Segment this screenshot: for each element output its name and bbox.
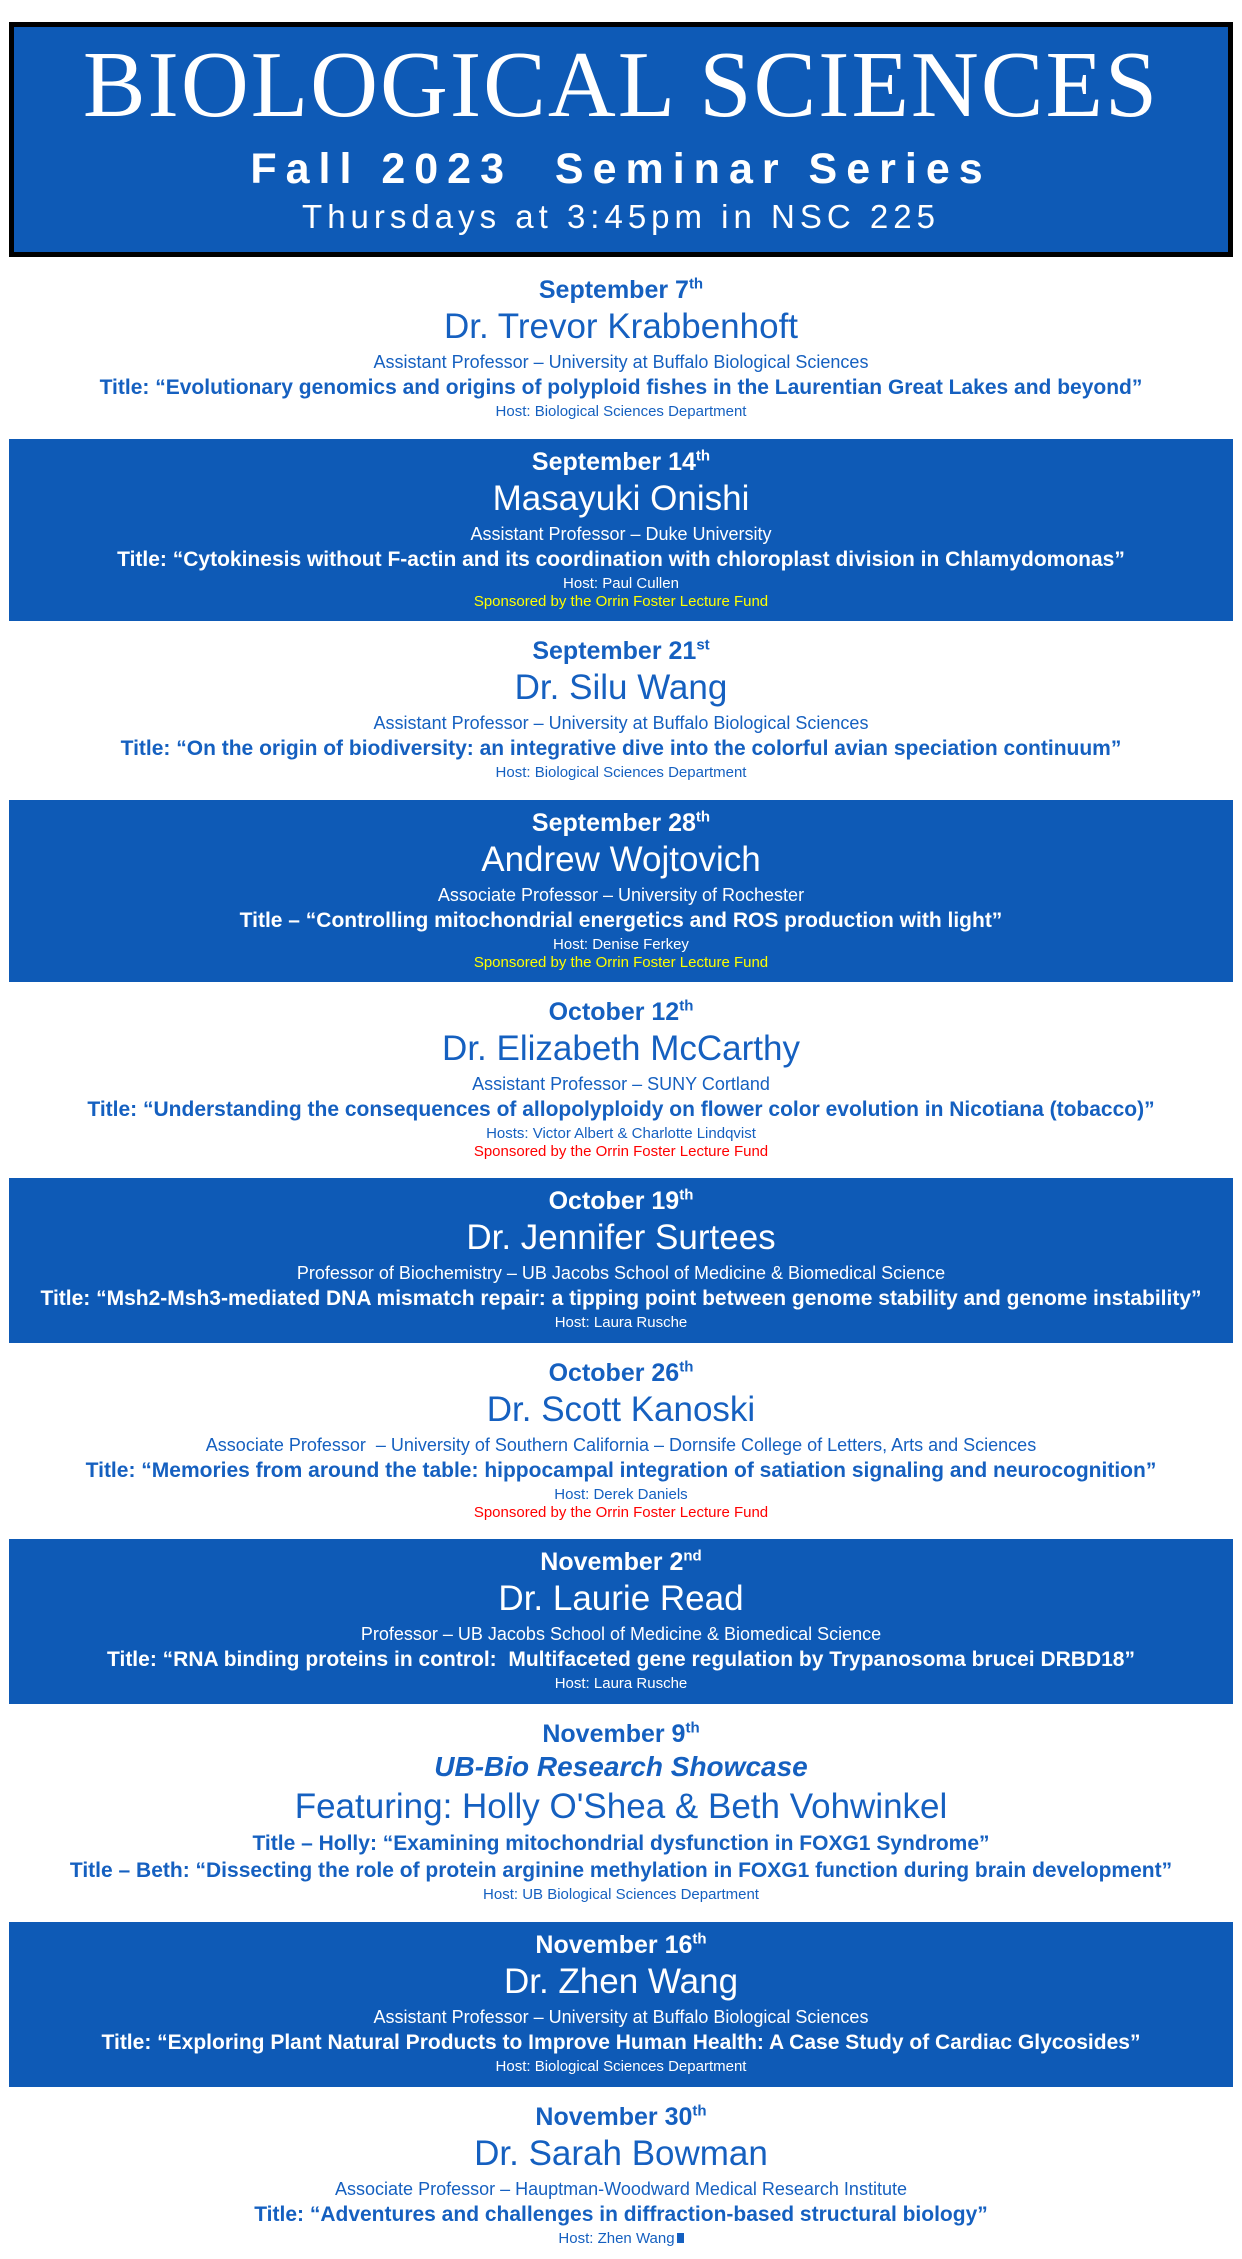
speaker-name bbox=[10, 2134, 1232, 2174]
host-line-text: Host: Biological Sciences Department bbox=[495, 402, 747, 420]
host-line-text: Host: Laura Rusche bbox=[554, 1674, 688, 1692]
speaker-affiliation-text: Assistant Professor – Duke University bbox=[470, 524, 772, 545]
speaker-affiliation-text: Professor – UB Jacobs School of Medicine & Biomedical Science bbox=[360, 1624, 882, 1645]
speaker-affiliation bbox=[19, 524, 1223, 545]
speaker-name-text: Dr. Elizabeth McCarthy bbox=[442, 1029, 800, 1069]
sponsored-line-text: Sponsored by the Orrin Foster Lecture Fund bbox=[473, 1142, 769, 1160]
seminar-section bbox=[0, 628, 1242, 793]
talk-title-text: Title: “Evolutionary genomics and origins of polyploid fishes in the Laurentian Great Lakes and beyond” bbox=[99, 375, 1143, 399]
speaker-name-text: Dr. Laurie Read bbox=[498, 1579, 744, 1619]
speaker-name-text: Dr. Silu Wang bbox=[514, 668, 728, 708]
talk-title bbox=[19, 1648, 1223, 1672]
speaker-name bbox=[19, 1218, 1223, 1258]
speaker-name-text: Dr. Sarah Bowman bbox=[474, 2134, 768, 2174]
talk-title-text: Title – “Controlling mitochondrial energetics and ROS production with light” bbox=[239, 908, 1003, 932]
speaker-name bbox=[10, 1390, 1232, 1430]
host-line bbox=[10, 1486, 1232, 1503]
talk-title bbox=[19, 909, 1223, 933]
host-line bbox=[10, 1886, 1232, 1903]
host-line-text: Host: Zhen Wang bbox=[558, 2229, 675, 2247]
seminar-section bbox=[9, 1922, 1233, 2087]
seminar-date-text: September 14 bbox=[531, 447, 696, 476]
seminar-date-ordinal: th bbox=[692, 2102, 707, 2120]
seminar-date-ordinal: th bbox=[685, 1719, 700, 1737]
talk-title bbox=[10, 1459, 1232, 1483]
seminar-section bbox=[0, 267, 1242, 432]
text-cursor-artifact bbox=[677, 2233, 684, 2243]
seminar-date bbox=[10, 276, 1232, 305]
seminar-date-text: November 30 bbox=[535, 2102, 693, 2131]
seminar-date-ordinal: st bbox=[696, 636, 710, 654]
seminar-date bbox=[19, 448, 1223, 477]
speaker-name-text: Dr. Zhen Wang bbox=[503, 1962, 739, 2002]
seminar-date-ordinal: th bbox=[695, 447, 711, 465]
series-subtitle: Fall 2023 Seminar Series bbox=[250, 144, 992, 193]
talk-title-text: Title: “Adventures and challenges in diffraction-based structural biology” bbox=[254, 2202, 988, 2226]
host-line-text: Host: Denise Ferkey bbox=[553, 935, 689, 953]
poster-header bbox=[9, 22, 1233, 257]
host-line bbox=[19, 575, 1223, 592]
talk-title-text: Title: “Understanding the consequences of allopolyploidy on flower color evolution in Nicotiana (tobacco)” bbox=[87, 1097, 1155, 1121]
seminar-section bbox=[9, 1539, 1233, 1704]
host-line bbox=[10, 764, 1232, 781]
department-title: BIOLOGICAL SCIENCES bbox=[82, 33, 1160, 137]
speaker-affiliation-text: Associate Professor – Hauptman-Woodward Medical Research Institute bbox=[335, 2179, 907, 2200]
host-line-text: Host: Biological Sciences Department bbox=[495, 2057, 747, 2075]
seminar-date-text: October 26 bbox=[548, 1358, 680, 1387]
seminar-date bbox=[19, 809, 1223, 838]
seminar-date bbox=[10, 637, 1232, 666]
seminar-date-text: October 12 bbox=[548, 997, 680, 1026]
talk-title bbox=[10, 1859, 1232, 1883]
speaker-affiliation-text: Assistant Professor – University at Buffalo Biological Sciences bbox=[373, 2007, 869, 2028]
speaker-affiliation-text: Assistant Professor – University at Buffalo Biological Sciences bbox=[373, 713, 869, 734]
speaker-name-text: Dr. Jennifer Surtees bbox=[466, 1218, 776, 1258]
seminar-date-ordinal: th bbox=[695, 808, 711, 826]
speaker-affiliation bbox=[19, 1624, 1223, 1645]
speaker-name bbox=[19, 1579, 1223, 1619]
speaker-name bbox=[19, 479, 1223, 519]
speaker-name-text: Dr. Trevor Krabbenhoft bbox=[443, 307, 799, 347]
seminar-date bbox=[19, 1931, 1223, 1960]
talk-title-text: Title – Holly: “Examining mitochondrial dysfunction in FOXG1 Syndrome” bbox=[252, 1831, 990, 1855]
talk-title bbox=[10, 1832, 1232, 1856]
seminar-date-text: November 2 bbox=[540, 1547, 684, 1576]
seminar-list bbox=[0, 267, 1242, 2259]
seminar-date-text: November 9 bbox=[542, 1719, 686, 1748]
speaker-affiliation-text: Assistant Professor – University at Buffalo Biological Sciences bbox=[373, 352, 869, 373]
talk-title bbox=[19, 1287, 1223, 1311]
sponsored-line-text: Sponsored by the Orrin Foster Lecture Fund bbox=[473, 1503, 769, 1521]
talk-title-text: Title: “Cytokinesis without F-actin and its coordination with chloroplast division in Chlamydomonas” bbox=[117, 547, 1125, 571]
seminar-poster bbox=[0, 22, 1242, 2259]
host-line bbox=[19, 2058, 1223, 2075]
talk-title bbox=[19, 2031, 1223, 2055]
speaker-affiliation-text: Associate Professor – University of Rochester bbox=[437, 885, 805, 906]
seminar-date-ordinal: th bbox=[688, 275, 704, 293]
seminar-date-text: September 21 bbox=[532, 636, 697, 665]
seminar-date-ordinal: th bbox=[679, 997, 694, 1015]
sponsored-line bbox=[19, 593, 1223, 610]
host-line-text: Host: Derek Daniels bbox=[554, 1485, 688, 1503]
seminar-section bbox=[0, 989, 1242, 1171]
seminar-date-ordinal: nd bbox=[683, 1547, 702, 1565]
host-line-text: Host: Laura Rusche bbox=[554, 1313, 688, 1331]
host-line-text: Host: Biological Sciences Department bbox=[495, 763, 747, 781]
speaker-name bbox=[10, 1787, 1232, 1827]
seminar-date-ordinal: th bbox=[679, 1358, 694, 1376]
seminar-date-ordinal: th bbox=[692, 1930, 707, 1948]
host-line bbox=[10, 2230, 1232, 2247]
host-line bbox=[19, 1314, 1223, 1331]
talk-title bbox=[10, 2203, 1232, 2227]
host-line-text: Host: Paul Cullen bbox=[563, 574, 679, 592]
host-line-text: Host: UB Biological Sciences Department bbox=[483, 1885, 759, 1903]
seminar-section bbox=[9, 1178, 1233, 1343]
speaker-name bbox=[19, 840, 1223, 880]
sponsored-line bbox=[19, 954, 1223, 971]
sponsored-line bbox=[10, 1143, 1232, 1160]
speaker-name bbox=[10, 307, 1232, 347]
talk-title-text: Title: “RNA binding proteins in control: Multifaceted gene regulation by Trypanosoma brucei DRBD18” bbox=[107, 1647, 1135, 1671]
sponsored-line bbox=[10, 1504, 1232, 1521]
seminar-section bbox=[0, 1711, 1242, 1915]
talk-title-text: Title: “Exploring Plant Natural Products to Improve Human Health: A Case Study of Cardiac Glycosides” bbox=[101, 2030, 1141, 2054]
sponsored-line-text: Sponsored by the Orrin Foster Lecture Fund bbox=[473, 953, 769, 971]
seminar-section bbox=[0, 2094, 1242, 2259]
seminar-date-text: September 28 bbox=[531, 808, 696, 837]
showcase-title-text: UB-Bio Research Showcase bbox=[434, 1751, 808, 1783]
speaker-name bbox=[19, 1962, 1223, 2002]
speaker-affiliation bbox=[10, 713, 1232, 734]
speaker-affiliation bbox=[10, 352, 1232, 373]
speaker-affiliation-text: Assistant Professor – SUNY Cortland bbox=[472, 1074, 770, 1095]
speaker-name bbox=[10, 668, 1232, 708]
talk-title bbox=[10, 737, 1232, 761]
seminar-section bbox=[9, 800, 1233, 982]
seminar-section bbox=[9, 439, 1233, 621]
speaker-affiliation-text: Professor of Biochemistry – UB Jacobs School of Medicine & Biomedical Science bbox=[296, 1263, 946, 1284]
talk-title-text: Title: “On the origin of biodiversity: an integrative dive into the colorful avian speciation continuum” bbox=[120, 736, 1122, 760]
seminar-date bbox=[19, 1187, 1223, 1216]
host-line bbox=[10, 1125, 1232, 1142]
speaker-affiliation bbox=[10, 1435, 1232, 1456]
seminar-date bbox=[10, 1720, 1232, 1749]
speaker-name bbox=[10, 1029, 1232, 1069]
speaker-name-text: Dr. Scott Kanoski bbox=[486, 1390, 756, 1430]
seminar-date-text: November 16 bbox=[535, 1930, 693, 1959]
seminar-date bbox=[10, 998, 1232, 1027]
seminar-section bbox=[0, 1350, 1242, 1532]
host-line bbox=[19, 936, 1223, 953]
schedule-line: Thursdays at 3:45pm in NSC 225 bbox=[302, 197, 940, 235]
showcase-title bbox=[10, 1751, 1232, 1783]
speaker-affiliation bbox=[10, 2179, 1232, 2200]
talk-title bbox=[10, 1098, 1232, 1122]
seminar-date bbox=[10, 1359, 1232, 1388]
host-line bbox=[19, 1675, 1223, 1692]
seminar-date-text: October 19 bbox=[548, 1186, 680, 1215]
seminar-date bbox=[19, 1548, 1223, 1577]
sponsored-line-text: Sponsored by the Orrin Foster Lecture Fund bbox=[473, 592, 769, 610]
host-line bbox=[10, 403, 1232, 420]
seminar-date-ordinal: th bbox=[679, 1186, 694, 1204]
speaker-affiliation bbox=[19, 885, 1223, 906]
speaker-name-text: Andrew Wojtovich bbox=[481, 840, 761, 880]
seminar-date bbox=[10, 2103, 1232, 2132]
speaker-affiliation bbox=[19, 2007, 1223, 2028]
talk-title-text: Title: “Msh2-Msh3-mediated DNA mismatch repair: a tipping point between genome stability and genome instability” bbox=[40, 1286, 1202, 1310]
speaker-name-text: Masayuki Onishi bbox=[492, 479, 750, 519]
talk-title bbox=[10, 376, 1232, 400]
speaker-affiliation-text: Associate Professor – University of Southern California – Dornsife College of Letters, Arts and Sciences bbox=[205, 1435, 1037, 1456]
speaker-affiliation bbox=[19, 1263, 1223, 1284]
talk-title-text: Title – Beth: “Dissecting the role of protein arginine methylation in FOXG1 function during brain development” bbox=[69, 1858, 1173, 1882]
speaker-affiliation bbox=[10, 1074, 1232, 1095]
talk-title bbox=[19, 548, 1223, 572]
talk-title-text: Title: “Memories from around the table: hippocampal integration of satiation signaling and neurocognition” bbox=[85, 1458, 1157, 1482]
speaker-name-text: Featuring: Holly O'Shea & Beth Vohwinkel bbox=[294, 1787, 948, 1827]
seminar-date-text: September 7 bbox=[538, 275, 689, 304]
host-line-text: Hosts: Victor Albert & Charlotte Lindqvist bbox=[486, 1124, 756, 1142]
